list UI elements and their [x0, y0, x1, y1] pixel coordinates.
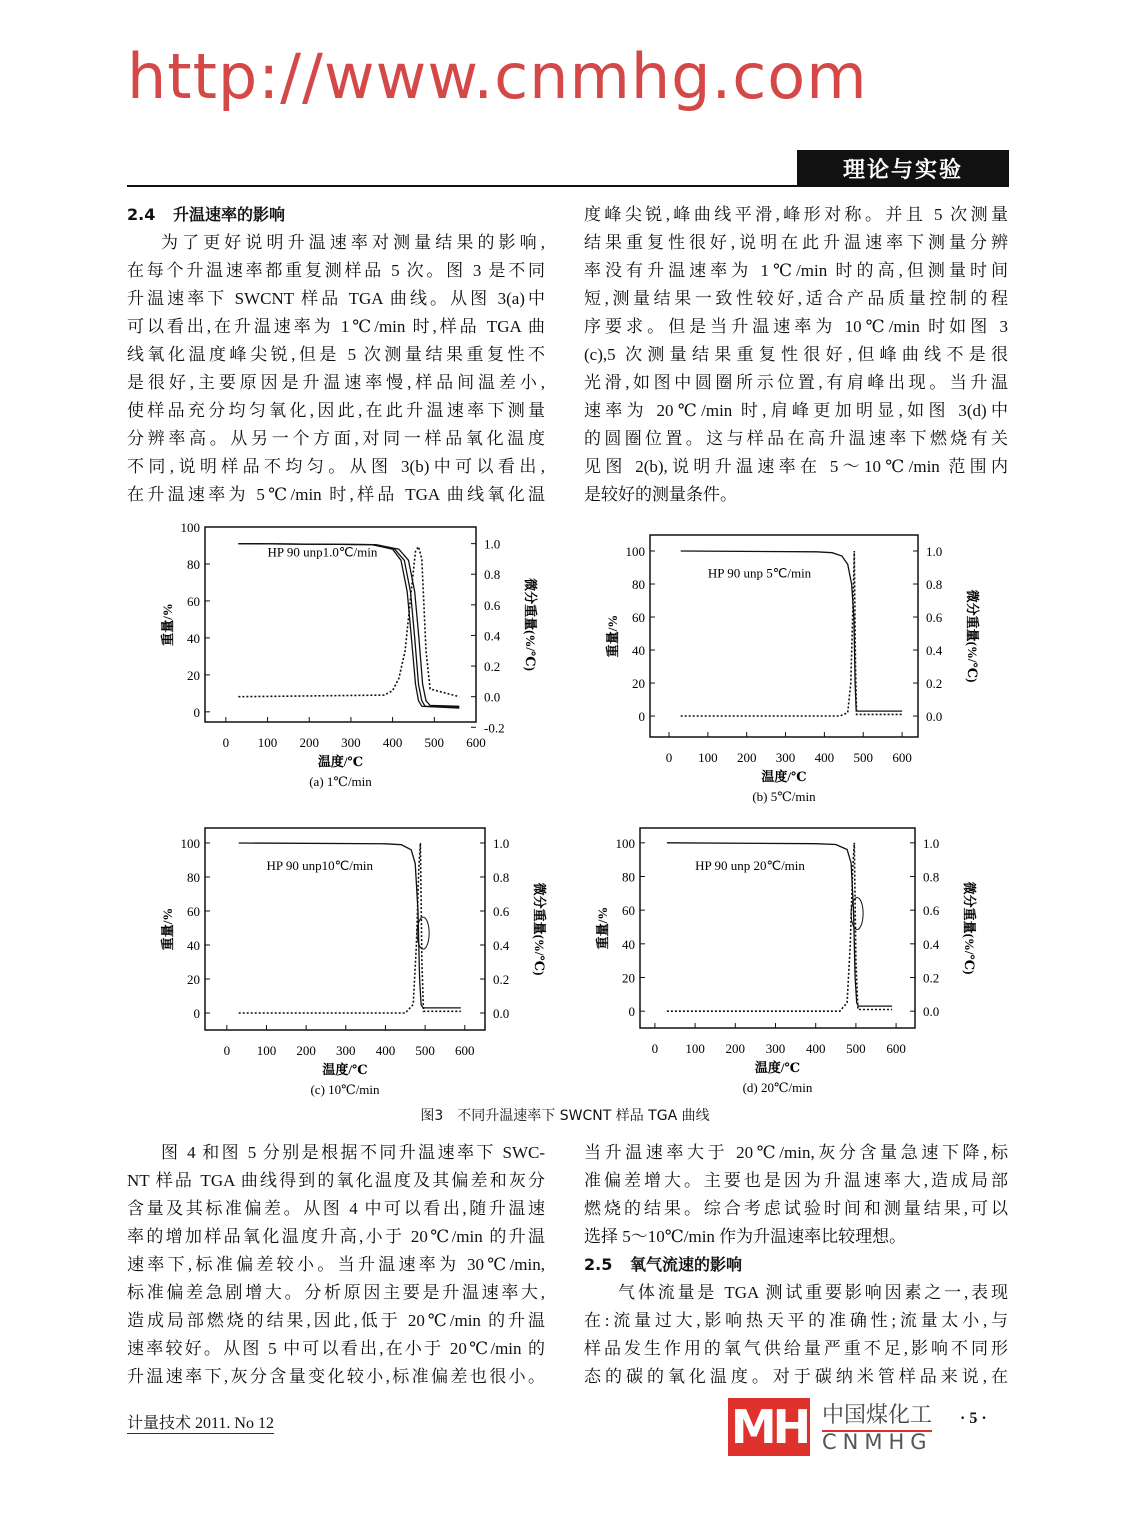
series-line-weight-run-3 [238, 544, 459, 707]
series-line-weight-run-2 [238, 544, 459, 708]
x-tick-label: 100 [698, 750, 718, 765]
section-number: 2.4 [127, 205, 156, 224]
x-tick-label: 600 [892, 750, 912, 765]
y-tick-label: 40 [632, 643, 645, 659]
text-line: 气体流量是 TGA 测试重要影响因素之一,表现 [618, 1283, 1008, 1302]
section-number: 2.5 [584, 1255, 613, 1274]
text-line: (c),5 次测量结果重复性很好,但峰曲线不是很 [584, 345, 1008, 364]
text-line: 可以看出,在升温速率为 1℃/min 时,样品 TGA 曲 [127, 317, 545, 336]
text-line: 序要求。但是当升温速率为 10℃/min 时如图 3 [584, 317, 1008, 336]
x-tick-label: 0 [665, 750, 673, 765]
panel-caption: (b) 5℃/min [752, 789, 816, 804]
x-tick-label: 300 [775, 750, 796, 765]
y2-tick-label: 0.6 [484, 597, 501, 613]
text-line: 率的增加样品氧化温度升高,小于 20℃/min 的升温 [127, 1227, 545, 1246]
y2-tick-label: -0.2 [484, 720, 505, 736]
y2-tick-label: 1.0 [926, 544, 943, 560]
logo-cn-text: 中国煤化工 [822, 1398, 932, 1432]
y-tick-label: 0 [193, 704, 200, 720]
x-axis-label: 温度/℃ [322, 1062, 368, 1077]
section-title: 氧气流速的影响 [630, 1255, 743, 1274]
y2-tick-label: 0.0 [926, 709, 943, 725]
y2-tick-label: 0.8 [926, 577, 943, 593]
page-number: · 5 · [960, 1410, 987, 1427]
y2-tick-label: 0.8 [923, 869, 940, 885]
y2-tick-label: 0.4 [923, 936, 940, 952]
x-tick-label: 400 [805, 1041, 826, 1056]
y-axis-label: 重量/% [605, 614, 620, 658]
x-tick-label: 100 [685, 1041, 705, 1056]
y-tick-label: 20 [632, 676, 645, 692]
watermark: http://www.cnmhg.com [127, 40, 868, 113]
text-line: 升温速率下 SWCNT 样品 TGA 曲线。从图 3(a)中 [127, 289, 545, 308]
x-tick-label: 500 [415, 1043, 435, 1058]
x-tick-label: 600 [466, 735, 486, 750]
x-tick-label: 400 [814, 750, 835, 765]
y2-axis-label: 微分重量(%/℃) [532, 882, 547, 976]
x-axis-label: 温度/℃ [754, 1060, 801, 1075]
y-tick-label: 60 [187, 593, 200, 609]
y2-tick-label: 0.6 [926, 610, 943, 626]
x-tick-label: 0 [223, 1043, 231, 1058]
y-tick-label: 100 [180, 520, 200, 535]
x-tick-label: 600 [455, 1043, 475, 1058]
text-line: 速率下,标准偏差较小。当升温速率为 30℃/min, [127, 1255, 545, 1274]
text-line: 速率较好。从图 5 中可以看出,在小于 20℃/min 的 [127, 1339, 545, 1358]
x-axis-label: 温度/℃ [317, 754, 364, 769]
text-line: 升温速率下,灰分含量变化较小,标准偏差也很小。 [127, 1367, 545, 1386]
y-axis-label: 重量/% [595, 906, 610, 950]
y2-tick-label: 0.2 [923, 970, 940, 986]
text-line: NT 样品 TGA 曲线得到的氧化温度及其偏差和灰分 [127, 1171, 545, 1190]
x-tick-label: 100 [256, 1043, 277, 1058]
y-tick-label: 100 [625, 544, 645, 560]
y2-tick-label: 0.4 [484, 628, 501, 644]
x-tick-label: 0 [651, 1041, 659, 1056]
text-line: 是很好,主要原因是升温速率慢,样品间温差小, [127, 373, 545, 392]
text-line: 造成局部燃烧的结果,因此,低于 20℃/min 的升温 [127, 1311, 545, 1330]
text-line: 线氧化温度峰尖锐,但是 5 次测量结果重复性不 [127, 345, 545, 364]
x-tick-label: 100 [257, 735, 278, 750]
x-tick-label: 200 [736, 750, 757, 765]
y-tick-label: 60 [187, 903, 200, 919]
x-tick-label: 500 [424, 735, 445, 750]
x-tick-label: 600 [886, 1041, 906, 1056]
y2-axis-label: 微分重量(%/℃) [965, 589, 980, 683]
text-line: 为了更好说明升温速率对测量结果的影响, [161, 233, 545, 252]
x-tick-label: 500 [853, 750, 873, 765]
text-line: 样品发生作用的氧气供给量严重不足,影响不同形 [584, 1339, 1008, 1358]
y2-tick-label: 1.0 [923, 835, 940, 851]
x-tick-label: 400 [375, 1043, 396, 1058]
text-line: 度峰尖锐,峰曲线平滑,峰形对称。并且 5 次测量 [584, 205, 1008, 224]
y2-tick-label: 0.8 [484, 567, 501, 583]
y-tick-label: 0 [638, 709, 645, 725]
y-tick-label: 60 [622, 903, 635, 919]
text-line: 分辨率高。从另一个方面,对同一样品氧化温度 [127, 429, 545, 448]
text-line: 在升温速率为 5℃/min 时,样品 TGA 曲线氧化温 [127, 485, 545, 504]
figure-caption: 图3 不同升温速率下 SWCNT 样品 TGA 曲线 [420, 1108, 710, 1124]
series-line-weight-run-1 [238, 544, 459, 709]
x-tick-label: 300 [341, 735, 361, 750]
text-line: 在每个升温速率都重复测样品 5 次。图 3 是不同 [127, 261, 545, 280]
y2-tick-label: 0.4 [926, 643, 943, 659]
text-line: 燃烧的结果。综合考虑试验时间和测量结果,可以 [584, 1199, 1008, 1218]
legend-label: HP 90 unp1.0℃/min [267, 544, 378, 560]
text-line: 率没有升温速率为 1℃/min 时的高,但测量时间 [584, 261, 1008, 280]
x-tick-label: 200 [296, 1043, 316, 1058]
text-line: 标准偏差急剧增大。分析原因主要是升温速率大, [127, 1283, 545, 1302]
y2-tick-label: 0.0 [493, 1005, 510, 1021]
journal-footer: 计量技术 2011. No 12 [127, 1410, 274, 1434]
y2-tick-label: 0.8 [493, 869, 510, 885]
x-tick-label: 300 [336, 1043, 356, 1058]
cnmhg-logo [728, 1398, 1008, 1456]
y2-tick-label: 1.0 [493, 835, 510, 851]
section-tag: 理论与实验 [797, 150, 1009, 187]
x-tick-label: 200 [299, 735, 319, 750]
chart-panel-b [605, 535, 980, 804]
annotation-ellipse [851, 898, 863, 930]
chart-panel-d [595, 828, 977, 1095]
panel-caption: (a) 1℃/min [309, 774, 372, 789]
text-line: 短,测量结果一致性较好,适合产品质量控制的程 [584, 289, 1008, 308]
logo-mark: MH [728, 1398, 810, 1456]
section-title: 升温速率的影响 [173, 205, 286, 224]
y-axis-label: 重量/% [160, 907, 175, 951]
text-line: 不同,说明样品不均匀。从图 3(b)中可以看出, [127, 457, 545, 476]
text-line: 是较好的测量条件。 [584, 485, 737, 504]
text-line: 在:流量过大,影响热天平的准确性;流量太小,与 [584, 1311, 1008, 1330]
y2-tick-label: 0.2 [484, 659, 501, 675]
text-line: 速率为 20℃/min 时,肩峰更加明显,如图 3(d)中 [584, 401, 1008, 420]
text-line: 图 4 和图 5 分别是根据不同升温速率下 SWC- [161, 1143, 545, 1162]
x-tick-label: 300 [765, 1041, 786, 1056]
series-line-dtg [238, 544, 459, 697]
logo-en-text: CNMHG [822, 1430, 933, 1454]
x-tick-label: 400 [382, 735, 403, 750]
y-tick-label: 20 [622, 970, 635, 986]
y2-tick-label: 0.2 [926, 676, 943, 692]
text-line: 使样品充分均匀氧化,因此,在此升温速率下测量 [127, 401, 545, 420]
text-line: 含量及其标准偏差。从图 4 中可以看出,随升温速 [127, 1199, 545, 1218]
y-tick-label: 20 [187, 667, 200, 683]
legend-label: HP 90 unp 20℃/min [695, 857, 805, 873]
y-tick-label: 40 [187, 630, 200, 646]
text-line: 准偏差增大。主要也是因为升温速率大,造成局部 [584, 1171, 1008, 1190]
x-tick-label: 200 [725, 1041, 746, 1056]
legend-label: HP 90 unp 5℃/min [707, 565, 812, 581]
y-tick-label: 0 [193, 1005, 200, 1021]
text-line: 见图 2(b),说明升温速率在 5～10℃/min 范围内 [584, 457, 1008, 476]
legend-label: HP 90 unp10℃/min [266, 858, 374, 874]
y2-tick-label: 0.2 [493, 971, 510, 987]
y2-axis-label: 微分重量(%/℃) [962, 881, 977, 975]
x-tick-label: 0 [222, 735, 230, 750]
y-tick-label: 0 [628, 1004, 635, 1020]
x-tick-label: 500 [846, 1041, 866, 1056]
y-tick-label: 80 [622, 869, 635, 885]
panel-caption: (c) 10℃/min [310, 1082, 380, 1097]
y2-tick-label: 0.4 [493, 937, 510, 953]
chart-panel-c [160, 828, 547, 1097]
y-tick-label: 40 [187, 937, 200, 953]
text-line: 当升温速率大于 20℃/min,灰分含量急速下降,标 [584, 1143, 1008, 1162]
text-line: 选择 5～10℃/min 作为升温速率比较理想。 [584, 1227, 907, 1246]
x-axis-label: 温度/℃ [761, 769, 807, 784]
chart-panel-a [160, 520, 538, 789]
y2-tick-label: 0.6 [923, 903, 940, 919]
y2-tick-label: 0.0 [923, 1004, 940, 1020]
text-line: 态的碳的氧化温度。对于碳纳米管样品来说,在 [584, 1367, 1008, 1386]
y2-tick-label: 0.6 [493, 903, 510, 919]
text-line: 光滑,如图中圆圈所示位置,有肩峰出现。当升温 [584, 373, 1008, 392]
y-tick-label: 100 [615, 835, 635, 851]
panel-caption: (d) 20℃/min [742, 1080, 813, 1095]
y-axis-label: 重量/% [160, 603, 175, 646]
y-tick-label: 60 [632, 610, 645, 626]
y-tick-label: 100 [180, 835, 200, 851]
y-tick-label: 20 [187, 971, 200, 987]
y2-tick-label: 0.0 [484, 689, 501, 705]
text-line: 的圆圈位置。这与样品在高升温速率下燃烧有关 [584, 429, 1008, 448]
y-tick-label: 40 [622, 936, 635, 952]
y-tick-label: 80 [187, 869, 200, 885]
y2-tick-label: 1.0 [484, 536, 501, 552]
y-tick-label: 80 [632, 577, 645, 593]
y2-axis-label: 微分重量(%/℃) [523, 578, 538, 671]
text-line: 结果重复性很好,说明在此升温速率下测量分辨 [584, 233, 1008, 252]
y-tick-label: 80 [187, 556, 200, 572]
